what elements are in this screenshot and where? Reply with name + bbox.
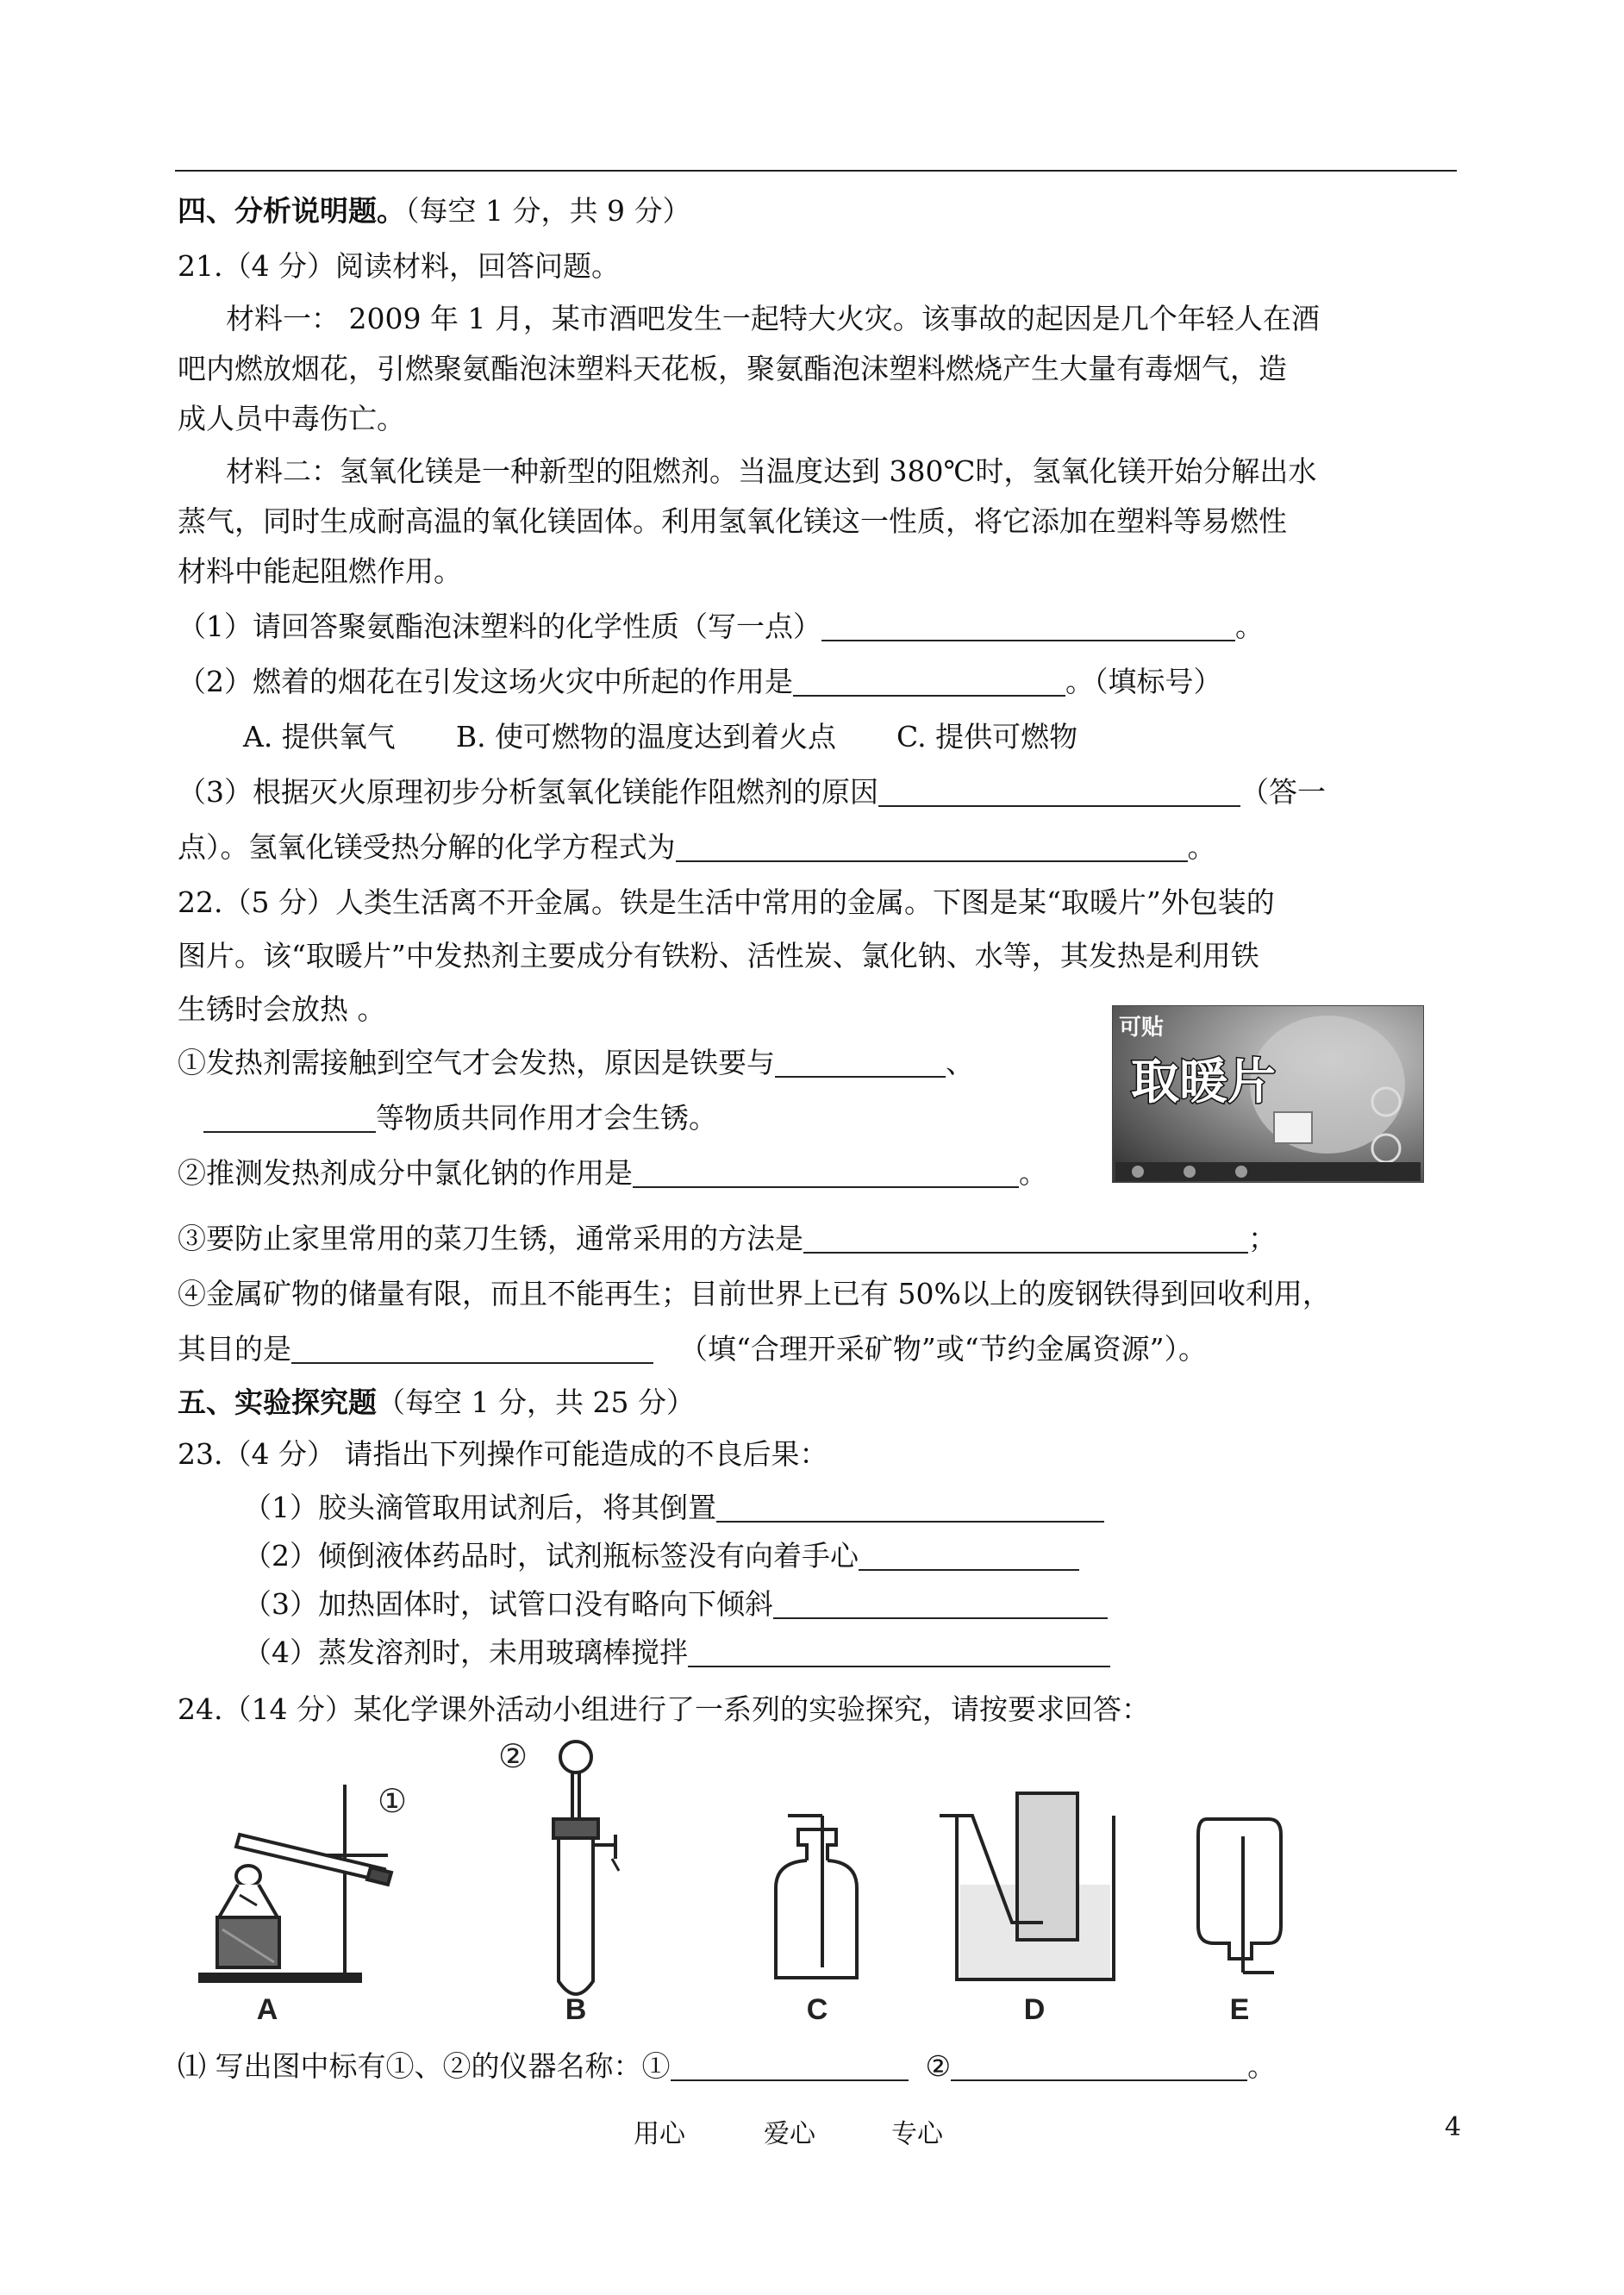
q23-item2-blank[interactable]: [859, 1541, 1079, 1571]
q22-item4-line1: ④金属矿物的储量有限，而且不能再生；目前世界上已有 50%以上的废钢铁得到回收利用，: [178, 1277, 1331, 1310]
q21-option-a: A. 提供氧气: [243, 720, 396, 754]
q21-part3-line1: [178, 772, 1326, 812]
q23-head: 23.（4 分） 请指出下列操作可能造成的不良后果：: [178, 1437, 828, 1471]
q23-item4: [243, 1633, 1110, 1673]
q21-material1-line3: 成人员中毒伤亡。: [178, 402, 405, 435]
q22-line1: 22.（5 分）人类生活离不开金属。铁是生活中常用的金属。下图是某“取暖片”外包装的: [178, 885, 1275, 919]
q21-part1-text: （1）请回答聚氨酯泡沫塑料的化学性质（写一点）: [178, 610, 821, 643]
apparatus-b: [498, 1737, 619, 2026]
q24-part1-text: ⑴ 写出图中标有①、②的仪器名称：①: [178, 2049, 671, 2083]
q22-item3-end: ；: [1248, 1222, 1277, 1255]
section5-title: 五、实验探究题: [178, 1385, 377, 1419]
label-d: D: [1023, 1993, 1046, 2026]
label-a: A: [256, 1993, 278, 2026]
q23-item4-blank[interactable]: [688, 1638, 1110, 1667]
apparatus-a: [198, 1782, 407, 2026]
q24-head: 24.（14 分）某化学课外活动小组进行了一系列的实验探究，请按要求回答：: [178, 1692, 1150, 1726]
mark-1: ①: [378, 1782, 408, 1820]
q21-material1-line2: 吧内燃放烟花，引燃聚氨酯泡沫塑料天花板，聚氨酯泡沫塑料燃烧产生大量有毒烟气，造: [178, 352, 1287, 385]
label-b: B: [565, 1993, 587, 2026]
q22-item4-line2: [178, 1329, 1207, 1369]
q22-line2: 图片。该“取暖片”中发热剂主要成分有铁粉、活性炭、氯化钠、水等，其发热是利用铁: [178, 939, 1259, 972]
q22-item2: [178, 1154, 1047, 1193]
q21-equation-blank[interactable]: [676, 833, 1188, 862]
q22-item4-text: 其目的是: [178, 1332, 291, 1366]
q24-part1: [178, 2047, 1276, 2086]
q21-part1-blank[interactable]: [821, 612, 1235, 641]
q21-head: 21.（4 分）阅读材料，回答问题。: [178, 249, 620, 283]
q21-part2: [178, 662, 1222, 702]
q21-material2-line1: 材料二：氢氧化镁是一种新型的阻燃剂。当温度达到 380℃时，氢氧化镁开始分解出水: [226, 454, 1317, 488]
q21-option-b: B. 使可燃物的温度达到着火点: [455, 720, 837, 754]
q21-options: [243, 717, 1077, 757]
section4-title: 四、分析说明题。: [178, 194, 405, 228]
q21-part3-blank[interactable]: [878, 778, 1240, 807]
q22-item1-line2: [203, 1098, 717, 1138]
q23-item3: [243, 1585, 1108, 1624]
q22-item1-end: 等物质共同作用才会生锈。: [376, 1101, 717, 1135]
q22-item3-text: ③要防止家里常用的菜刀生锈，通常采用的方法是: [178, 1222, 803, 1255]
apparatus-figure: [181, 1733, 1422, 2026]
q23-item1-text: （1）胶头滴管取用试剂后，将其倒置: [243, 1491, 716, 1524]
section5-heading: [178, 1383, 695, 1423]
q22-item1-line1: [178, 1043, 974, 1083]
q22-item4-blank[interactable]: [291, 1335, 653, 1364]
q21-part1-end: 。: [1235, 610, 1264, 643]
mark-2: ②: [498, 1737, 528, 1775]
q21-part3-equation-text: 点）。氢氧化镁受热分解的化学方程式为: [178, 830, 676, 864]
q22-item2-text: ②推测发热剂成分中氯化钠的作用是: [178, 1156, 633, 1190]
q22-item1-blank1[interactable]: [775, 1048, 946, 1078]
apparatus-c: [776, 1816, 857, 2026]
section5-score: （每空 1 分，共 25 分）: [377, 1385, 695, 1419]
q21-part3-end: 。: [1187, 830, 1216, 864]
footer-motto-2: 爱心: [764, 2119, 815, 2149]
q21-part3-text: （3）根据灭火原理初步分析氢氧化镁能作阻燃剂的原因: [178, 775, 878, 809]
header-rule: [175, 170, 1457, 172]
footer-motto-3: 专心: [891, 2119, 943, 2149]
q24-part1-end: 。: [1247, 2049, 1277, 2083]
q22-item2-blank[interactable]: [633, 1159, 1019, 1188]
apparatus-e: [1198, 1819, 1281, 2026]
q21-part2-end: 。（填标号）: [1065, 665, 1222, 698]
q23-item3-blank[interactable]: [773, 1590, 1108, 1619]
q22-item2-end: 。: [1019, 1156, 1047, 1190]
label-c: C: [806, 1993, 828, 2026]
q22-item1-sep: 、: [946, 1046, 974, 1079]
q24-part1-blank2[interactable]: [951, 2052, 1247, 2081]
q22-item3: [178, 1219, 1277, 1259]
q21-part2-text: （2）燃着的烟花在引发这场火灾中所起的作用是: [178, 665, 793, 698]
q21-material2-line2: 蒸气，同时生成耐高温的氧化镁固体。利用氢氧化镁这一性质，将它添加在塑料等易燃性: [178, 504, 1287, 538]
q21-part1: [178, 607, 1264, 647]
q23-item4-text: （4）蒸发溶剂时，未用玻璃棒搅拌: [243, 1635, 688, 1669]
q23-item2-text: （2）倾倒液体药品时，试剂瓶标签没有向着手心: [243, 1539, 859, 1573]
q22-item1-blank2[interactable]: [203, 1104, 376, 1133]
hand-warmer-small-text: 可贴: [1119, 1015, 1165, 1041]
q22-item1-text: ①发热剂需接触到空气才会发热，原因是铁要与: [178, 1046, 775, 1079]
footer-motto-1: 用心: [634, 2119, 685, 2149]
q21-part3-line2: [178, 828, 1216, 867]
q21-option-c: C. 提供可燃物: [896, 720, 1078, 754]
label-e: E: [1229, 1993, 1250, 2026]
hand-warmer-photo: [1112, 1005, 1424, 1183]
q22-item4-end: （填“合理开采矿物”或“节约金属资源”）。: [679, 1332, 1207, 1366]
q22-item3-blank[interactable]: [803, 1224, 1248, 1254]
q21-part3-cont: （答一: [1240, 775, 1326, 809]
q23-item3-text: （3）加热固体时，试管口没有略向下倾斜: [243, 1587, 773, 1621]
section4-heading: [178, 191, 690, 231]
q22-line3: 生锈时会放热 。: [178, 992, 386, 1026]
section4-score: （每空 1 分，共 9 分）: [405, 194, 691, 228]
page-number: 4: [1445, 2112, 1462, 2142]
hand-warmer-title-text: 取暖片: [1131, 1054, 1276, 1110]
q21-material2-line3: 材料中能起阻燃作用。: [178, 554, 462, 588]
apparatus-d: [940, 1793, 1114, 2026]
q21-part2-blank[interactable]: [793, 667, 1065, 697]
q24-part1-blank1[interactable]: [671, 2052, 909, 2081]
q23-item1: [243, 1488, 1104, 1528]
q24-part1-mark2: ②: [925, 2049, 952, 2083]
q21-material1-line1: 材料一： 2009 年 1 月，某市酒吧发生一起特大火灾。该事故的起因是几个年轻人在酒: [226, 302, 1320, 335]
q23-item2: [243, 1536, 1079, 1576]
q23-item1-blank[interactable]: [716, 1493, 1104, 1523]
